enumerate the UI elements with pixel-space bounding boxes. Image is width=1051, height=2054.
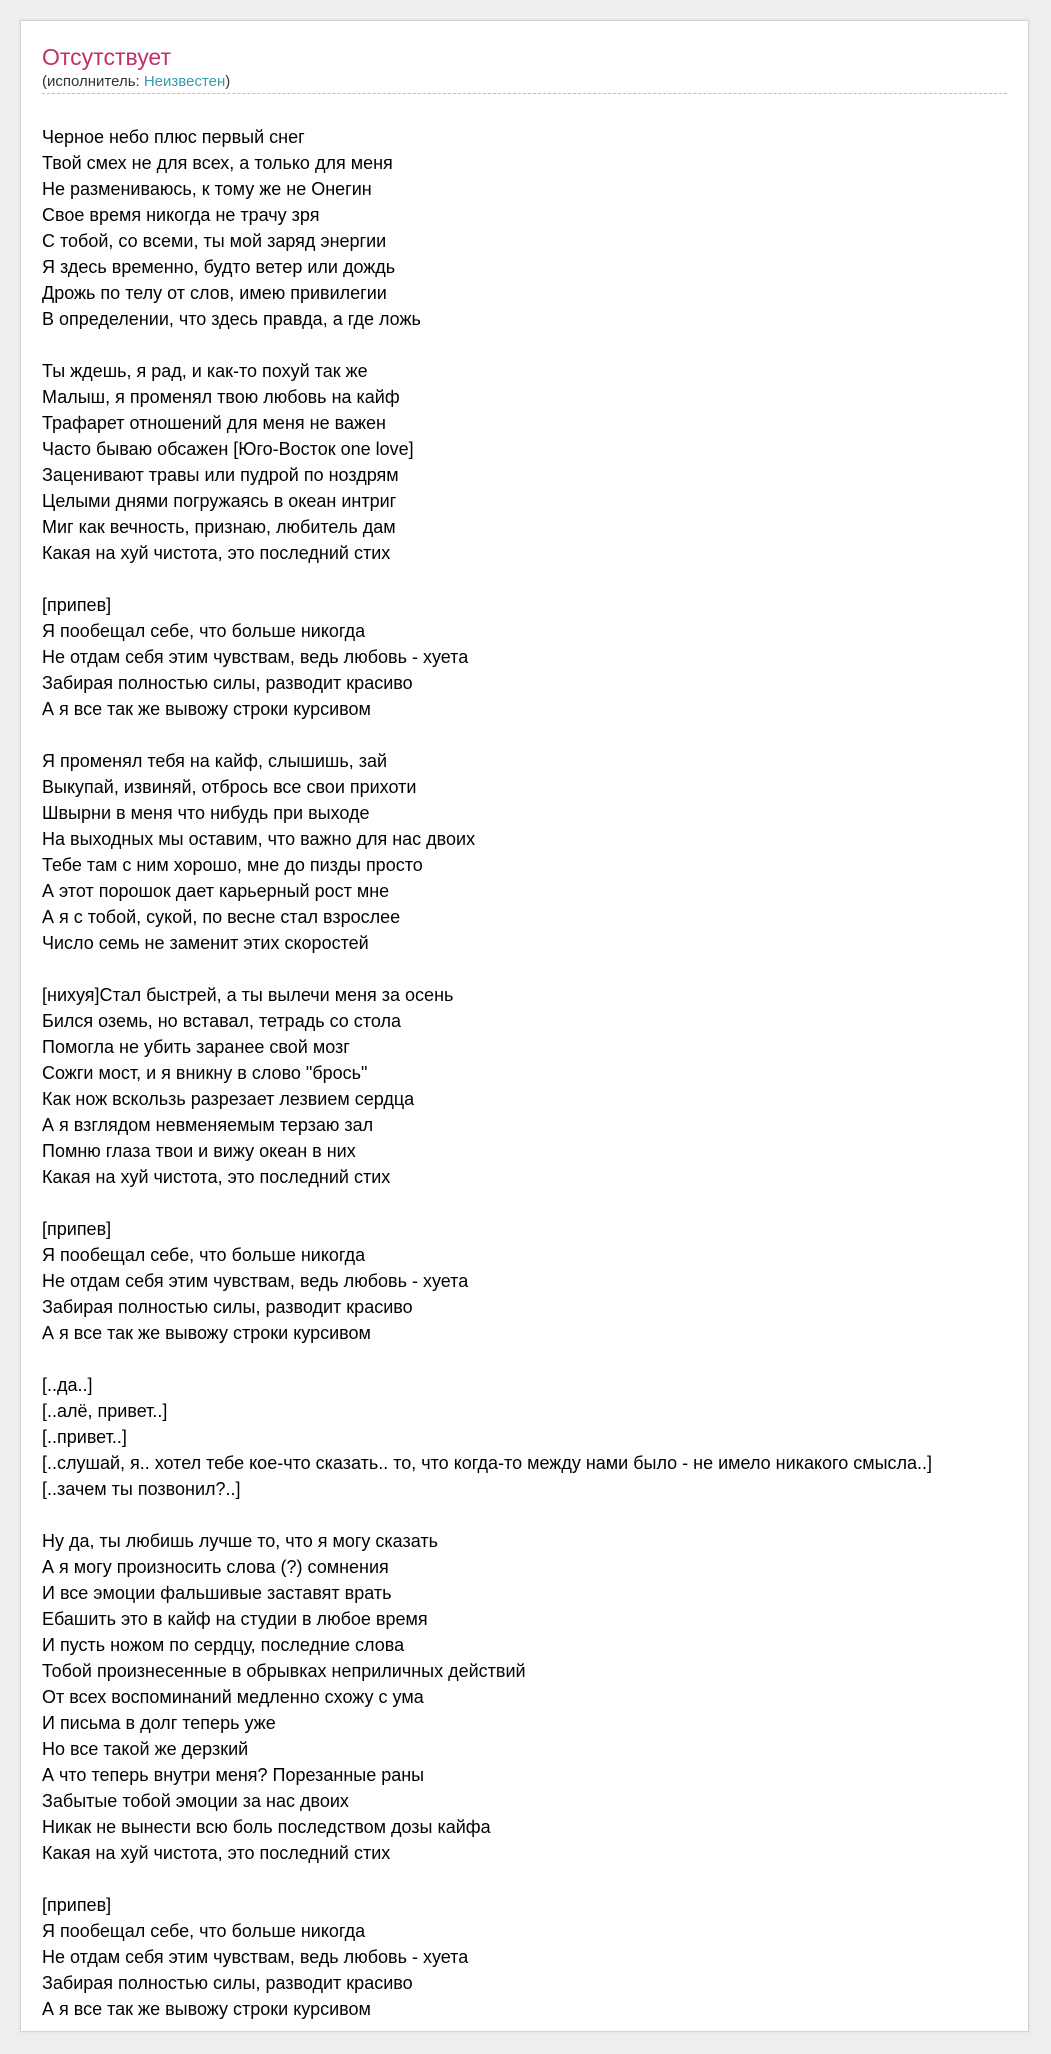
- lyric-line: [..зачем ты позвонил?..]: [42, 1479, 241, 1499]
- song-title: Отсутствует: [42, 44, 171, 70]
- lyric-line: Помню глаза твои и вижу океан в них: [42, 1141, 356, 1161]
- artist-link[interactable]: Неизвестен: [143, 73, 226, 90]
- lyric-line: А этот порошок дает карьерный рост мне: [42, 881, 390, 901]
- artist-prefix: (исполнитель:: [42, 73, 144, 90]
- lyric-line: А я все так же вывожу строки курсивом: [42, 1323, 371, 1343]
- lyric-line: [нихуя]Стал быстрей, а ты вылечи меня за осень: [42, 985, 454, 1005]
- lyric-line: Дрожь по телу от слов, имею привилегии: [42, 283, 387, 303]
- lyric-line: Помогла не убить заранее свой мозг: [42, 1037, 350, 1057]
- lyric-line: А я все так же вывожу строки курсивом: [42, 699, 371, 719]
- lyric-line: Я променял тебя на кайф, слышишь, зай: [42, 751, 388, 771]
- lyric-line: А я все так же вывожу строки курсивом: [42, 1999, 371, 2019]
- lyric-line: Я пообещал себе, что больше никогда: [42, 1921, 366, 1941]
- lyric-line: Забирая полностью силы, разводит красиво: [42, 1973, 413, 1993]
- lyric-line: Не отдам себя этим чувствам, ведь любовь - хуета: [42, 1947, 469, 1967]
- dashed-divider: [42, 93, 1007, 94]
- lyric-line: [припев]: [42, 1895, 112, 1915]
- lyric-line: Ты ждешь, я рад, и как-то похуй так же: [42, 361, 368, 381]
- lyric-line: От всех воспоминаний медленно схожу с ума: [42, 1687, 424, 1707]
- lyric-line: И письма в долг теперь уже: [42, 1713, 276, 1733]
- lyric-line: Я пообещал себе, что больше никогда: [42, 1245, 366, 1265]
- lyric-line: Сожги мост, и я вникну в слово "брось": [42, 1063, 368, 1083]
- lyric-line: И все эмоции фальшивые заставят врать: [42, 1583, 392, 1603]
- artist-line: [42, 73, 230, 91]
- lyric-line: Свое время никогда не трачу зря: [42, 205, 320, 225]
- lyric-line: Заценивают травы или пудрой по ноздрям: [42, 465, 399, 485]
- lyric-line: Какая на хуй чистота, это последний стих: [42, 543, 391, 563]
- lyric-line: Выкупай, извиняй, отбрось все свои прихоти: [42, 777, 417, 797]
- lyric-line: Бился оземь, но вставал, тетрадь со стола: [42, 1011, 401, 1031]
- lyric-line: Твой смех не для всех, а только для меня: [42, 153, 393, 173]
- lyric-line: Малыш, я променял твою любовь на кайф: [42, 387, 400, 407]
- lyric-line: [припев]: [42, 595, 112, 615]
- lyric-line: Швырни в меня что нибудь при выходе: [42, 803, 370, 823]
- lyric-line: Не отдам себя этим чувствам, ведь любовь - хуета: [42, 647, 469, 667]
- lyric-line: [..привет..]: [42, 1427, 127, 1447]
- lyric-line: А я взглядом невменяемым терзаю зал: [42, 1115, 374, 1135]
- lyric-line: Трафарет отношений для меня не важен: [42, 413, 386, 433]
- lyric-line: [42, 722, 1042, 748]
- lyric-line: [..да..]: [42, 1375, 93, 1395]
- artist-suffix: ): [225, 73, 231, 90]
- lyric-line: Тобой произнесенные в обрывках неприличных действий: [42, 1661, 526, 1681]
- lyric-line: [42, 1190, 1042, 1216]
- lyric-line: На выходных мы оставим, что важно для нас двоих: [42, 829, 476, 849]
- lyric-line: Какая на хуй чистота, это последний стих: [42, 1167, 391, 1187]
- lyric-line: [42, 332, 1042, 358]
- lyric-line: Часто бываю обсажен [Юго-Восток one love]: [42, 439, 414, 459]
- lyric-line: Но все такой же дерзкий: [42, 1739, 249, 1759]
- lyric-line: [..алё, привет..]: [42, 1401, 168, 1421]
- lyric-line: Я здесь временно, будто ветер или дождь: [42, 257, 396, 277]
- lyric-line: В определении, что здесь правда, а где ложь: [42, 309, 421, 329]
- lyric-line: [42, 956, 1042, 982]
- lyric-line: Я пообещал себе, что больше никогда: [42, 621, 366, 641]
- lyric-line: [42, 1866, 1042, 1892]
- lyric-line: Какая на хуй чистота, это последний стих: [42, 1843, 391, 1863]
- lyric-line: Как нож вскользь разрезает лезвием сердца: [42, 1089, 415, 1109]
- lyric-line: А что теперь внутри меня? Порезанные раны: [42, 1765, 425, 1785]
- lyric-line: Забирая полностью силы, разводит красиво: [42, 1297, 413, 1317]
- lyric-line: Не размениваюсь, к тому же не Онегин: [42, 179, 372, 199]
- lyric-line: Миг как вечность, признаю, любитель дам: [42, 517, 396, 537]
- lyric-line: Забирая полностью силы, разводит красиво: [42, 673, 413, 693]
- lyric-line: [42, 1346, 1042, 1372]
- lyric-line: Тебе там с ним хорошо, мне до пизды просто: [42, 855, 423, 875]
- lyrics-text: [42, 124, 1042, 2022]
- lyric-line: Целыми днями погружаясь в океан интриг: [42, 491, 397, 511]
- lyric-line: [припев]: [42, 1219, 112, 1239]
- lyrics-card: [20, 20, 1029, 2032]
- lyric-line: А я могу произносить слова (?) сомнения: [42, 1557, 389, 1577]
- lyric-line: Черное небо плюс первый снег: [42, 127, 305, 147]
- lyric-line: А я с тобой, сукой, по весне стал взрослее: [42, 907, 401, 927]
- lyric-line: С тобой, со всеми, ты мой заряд энергии: [42, 231, 387, 251]
- lyric-line: [42, 1502, 1042, 1528]
- lyric-line: Никак не вынести всю боль последством дозы кайфа: [42, 1817, 491, 1837]
- lyric-line: Ну да, ты любишь лучше то, что я могу сказать: [42, 1531, 438, 1551]
- lyric-line: Забытые тобой эмоции за нас двоих: [42, 1791, 349, 1811]
- lyric-line: Ебашить это в кайф на студии в любое время: [42, 1609, 428, 1629]
- lyric-line: Число семь не заменит этих скоростей: [42, 933, 369, 953]
- lyric-line: [42, 566, 1042, 592]
- lyric-line: [..слушай, я.. хотел тебе кое-что сказать.. то, что когда-то между нами было - не имело никакого смысла..]: [42, 1453, 933, 1473]
- lyric-line: И пусть ножом по сердцу, последние слова: [42, 1635, 405, 1655]
- lyric-line: Не отдам себя этим чувствам, ведь любовь - хуета: [42, 1271, 469, 1291]
